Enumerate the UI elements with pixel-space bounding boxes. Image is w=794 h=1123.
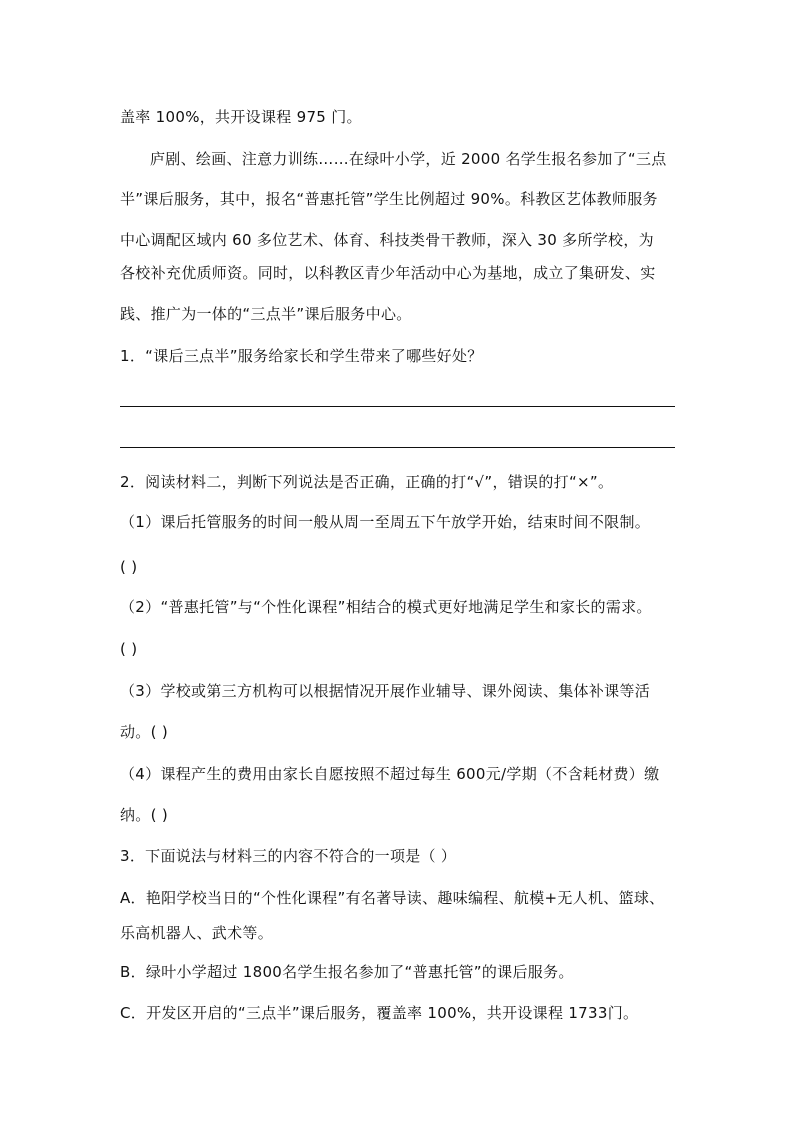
- answer-line-2[interactable]: [120, 447, 675, 448]
- passage-line-4: 中心调配区域内 60 多位艺术、体育、科技类骨干教师，深入 30 多所学校，为: [120, 231, 654, 249]
- question-2: 2．阅读材料二，判断下列说法是否正确，正确的打“√”，错误的打“×”。: [120, 473, 614, 491]
- answer-line-1[interactable]: [120, 406, 675, 407]
- passage-line-5: 各校补充优质师资。同时，以科教区青少年活动中心为基地，成立了集研发、实: [120, 264, 656, 282]
- question-1: 1．“课后三点半”服务给家长和学生带来了哪些好处？: [120, 347, 483, 365]
- statement-4-line-2[interactable]: 纳。( ): [120, 806, 168, 824]
- option-a-line-1: A．艳阳学校当日的“个性化课程”有名著导读、趣味编程、航模+无人机、篮球、: [120, 889, 665, 907]
- option-a-line-2: 乐高机器人、武术等。: [120, 924, 274, 942]
- statement-2: （2）“普惠托管”与“个性化课程”相结合的模式更好地满足学生和家长的需求。: [120, 598, 652, 616]
- statement-4-line-1: （4）课程产生的费用由家长自愿按照不超过每生 600元/学期（不含耗材费）缴: [120, 765, 660, 783]
- option-b: B．绿叶小学超过 1800名学生报名参加了“普惠托管”的课后服务。: [120, 963, 574, 981]
- statement-1: （1）课后托管服务的时间一般从周一至周五下午放学开始，结束时间不限制。: [120, 513, 651, 531]
- passage-line-2: 庐剧、绘画、注意力训练……在绿叶小学，近 2000 名学生报名参加了“三点: [150, 150, 667, 168]
- statement-3-line-1: （3）学校或第三方机构可以根据情况开展作业辅导、课外阅读、集体补课等活: [120, 682, 651, 700]
- statement-2-blank[interactable]: ( ): [120, 640, 138, 658]
- question-3[interactable]: 3．下面说法与材料三的内容不符合的一项是（ ）: [120, 847, 457, 865]
- option-c: C．开发区开启的“三点半”课后服务，覆盖率 100%，共开设课程 1733门。: [120, 1004, 639, 1022]
- statement-1-blank[interactable]: ( ): [120, 558, 138, 576]
- statement-3-line-2[interactable]: 动。( ): [120, 723, 168, 741]
- passage-line-1: 盖率 100%，共开设课程 975 门。: [120, 108, 362, 126]
- passage-line-6: 践、推广为一体的“三点半”课后服务中心。: [120, 305, 412, 323]
- passage-line-3: 半”课后服务，其中，报名“普惠托管”学生比例超过 90%。科教区艺体教师服务: [120, 190, 658, 208]
